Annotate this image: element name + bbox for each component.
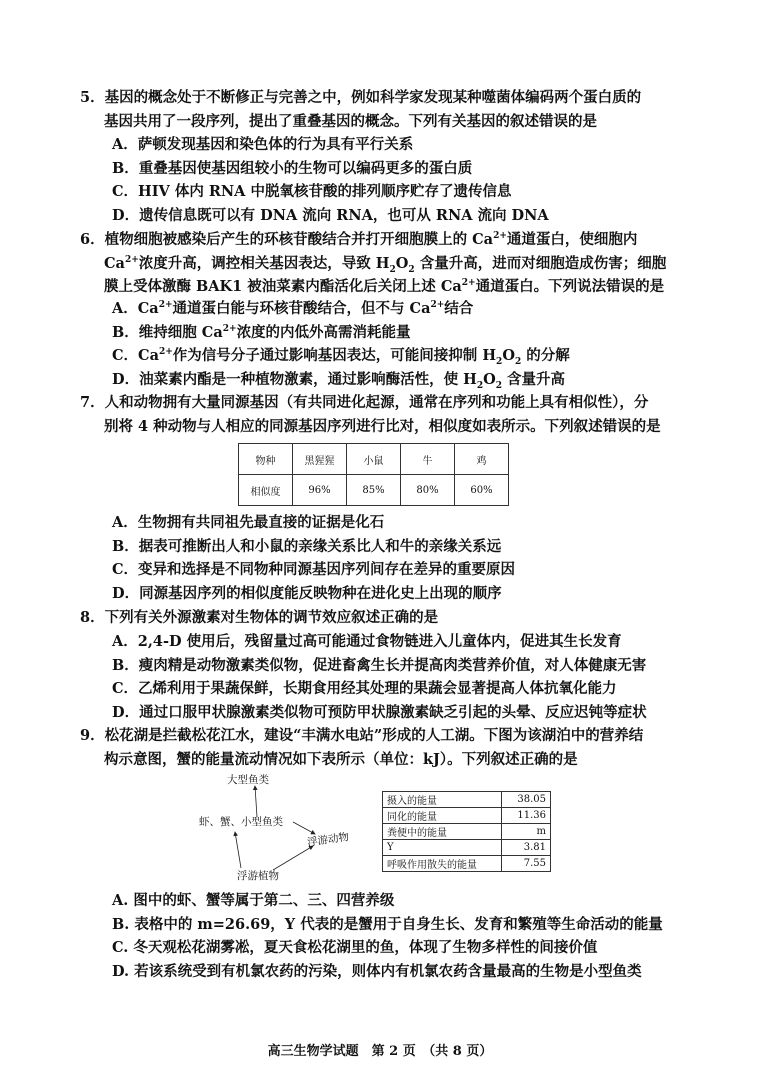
q7-option-b: B．据表可推断出人和小鼠的亲缘关系比人和牛的亲缘关系远 bbox=[112, 537, 502, 555]
q9-option-b: B. 表格中的 m=26.69，Y 代表的是蟹用于自身生长、发育和繁殖等生命活动的能量 bbox=[112, 915, 663, 933]
q6-option-d: D．油菜素内酯是一种植物激素，通过影响酶活性，使 $H_2O_2$ 含量升高 bbox=[112, 370, 566, 391]
q8-line1: 8．下列有关外源激素对生物体的调节效应叙述正确的是 bbox=[80, 609, 439, 626]
q8-options bbox=[112, 630, 647, 724]
q7-line1: 7．人和动物拥有大量同源基因（有共同进化起源，通常在序列和功能上具有相似性），分 bbox=[80, 394, 649, 411]
q6-option-b: B．维持细胞 $Ca^{2+}$浓度的内低外高需消耗能量 bbox=[112, 323, 411, 341]
q8-option-d: D．通过口服甲状腺激素类似物可预防甲状腺激素缺乏引起的头晕、反应迟钝等症状 bbox=[112, 703, 647, 721]
q8-option-c: C．乙烯利用于果蔬保鲜，长期食用经其处理的果蔬会显著提高人体抗氧化能力 bbox=[112, 680, 617, 698]
q8-option-a: A．2,4-D 使用后，残留量过高可能通过食物链进入儿童体内，促进其生长发育 bbox=[112, 633, 622, 650]
arrow-small-to-zooplankton bbox=[293, 822, 315, 834]
zooplankton-label: 浮游动物 bbox=[306, 831, 350, 849]
q9-options bbox=[112, 889, 663, 983]
table-cell: 呼吸作用散失的能量 bbox=[383, 855, 502, 871]
table-cell: 鸡 bbox=[455, 444, 509, 475]
table-row bbox=[383, 792, 551, 808]
q6-option-c: C．$Ca^{2+}$作为信号分子通过影响基因表达，可能间接抑制 $H_2O_2$ 的分解 bbox=[112, 347, 570, 368]
q9-option-c: C. 冬天观松花湖雾凇，夏天食松花湖里的鱼，体现了生物多样性的间接价值 bbox=[112, 939, 598, 957]
q7-option-c: C．变异和选择是不同物种同源基因序列间存在差异的重要原因 bbox=[112, 561, 516, 579]
q5-line1: 5．基因的概念处于不断修正与完善之中，例如科学家发现某种噬菌体编码两个蛋白质的 bbox=[80, 89, 642, 106]
table-cell: 80% bbox=[401, 475, 455, 506]
q5-option-c: C．HIV 体内 RNA 中脱氧核苷酸的排列顺序贮存了遗传信息 bbox=[112, 183, 512, 201]
q8-option-b: B．瘦肉精是动物激素类似物，促进畜禽生长并提高肉类营养价值，对人体健康无害 bbox=[112, 656, 647, 674]
q7-option-d: D．同源基因序列的相似度能反映物种在进化史上出现的顺序 bbox=[112, 584, 502, 602]
q7-line2: 别将 4 种动物与人相应的同源基因序列进行比对，相似度如表所示。下列叙述错误的是 bbox=[104, 417, 661, 435]
q7-option-a: A．生物拥有共同祖先最直接的证据是化石 bbox=[112, 514, 385, 531]
big-fish-label: 大型鱼类 bbox=[227, 774, 269, 786]
q5-option-d: D．遗传信息既可以有 DNA 流向 RNA，也可从 RNA 流向 DNA bbox=[112, 206, 549, 224]
food-web-diagram bbox=[195, 772, 375, 882]
page-footer: 高三生物学试题 第 2 页 （共 8 页） bbox=[267, 1044, 493, 1059]
table-row bbox=[239, 444, 509, 475]
question-6-stem bbox=[80, 228, 666, 299]
table-cell: 7.55 bbox=[502, 855, 551, 871]
table-cell: 摄入的能量 bbox=[383, 792, 502, 808]
question-5-stem bbox=[80, 86, 641, 133]
q6-options bbox=[112, 297, 570, 391]
table-cell: 85% bbox=[347, 475, 401, 506]
q6-line1: 6．植物细胞被感染后产生的环核苷酸结合并打开细胞膜上的 $Ca^{2+}$通道蛋白，使细胞内 bbox=[80, 231, 638, 248]
phytoplankton-label: 浮游植物 bbox=[237, 870, 279, 882]
table-cell: 相似度 bbox=[239, 475, 293, 506]
q6-option-a: A．$Ca^{2+}$通道蛋白能与环核苷酸结合，但不与 $Ca^{2+}$结合 bbox=[112, 300, 474, 317]
table-row bbox=[383, 840, 551, 856]
q7-options bbox=[112, 511, 515, 605]
table-cell: 38.05 bbox=[502, 792, 551, 808]
arrow-phyto-to-zooplankton bbox=[273, 846, 313, 870]
table-row bbox=[383, 855, 551, 871]
table-cell: 96% bbox=[293, 475, 347, 506]
q9-option-d: D. 若该系统受到有机氯农药的污染，则体内有机氯农药含量最高的生物是小型鱼类 bbox=[112, 962, 642, 980]
table-cell: m bbox=[502, 824, 551, 840]
table-cell: 11.36 bbox=[502, 808, 551, 824]
table-cell: Y bbox=[383, 840, 502, 856]
table-cell: 物种 bbox=[239, 444, 293, 475]
q5-option-b: B．重叠基因使基因组较小的生物可以编码更多的蛋白质 bbox=[112, 159, 473, 177]
table-row bbox=[239, 475, 509, 506]
small-animals-label: 虾、蟹、小型鱼类 bbox=[199, 816, 283, 828]
arrow-small-to-big-fish bbox=[255, 786, 257, 817]
table-row bbox=[383, 824, 551, 840]
table-cell: 同化的能量 bbox=[383, 808, 502, 824]
q9-line1: 9．松花湖是拦截松花江水，建设“丰满水电站”形成的人工湖。下图为该湖泊中的营养结 bbox=[80, 727, 644, 744]
table-cell: 牛 bbox=[401, 444, 455, 475]
arrow-phyto-to-small bbox=[235, 832, 241, 868]
energy-table bbox=[382, 791, 551, 872]
q9-line2: 构示意图，蟹的能量流动情况如下表所示（单位：kJ）。下列叙述正确的是 bbox=[104, 750, 578, 768]
table-cell: 粪便中的能量 bbox=[383, 824, 502, 840]
question-9-stem bbox=[80, 724, 643, 771]
table-cell: 小鼠 bbox=[347, 444, 401, 475]
q5-option-a: A．萨顿发现基因和染色体的行为具有平行关系 bbox=[112, 136, 414, 153]
question-7-stem bbox=[80, 391, 661, 438]
q6-line2: $Ca^{2+}$浓度升高，调控相关基因表达，导致 $H_2O_2$ 含量升高，进而对细胞造成伤害；细胞 bbox=[104, 254, 667, 275]
q6-line3: 膜上受体激酶 BAK1 被油菜素内酯活化后关闭上述 $Ca^{2+}$通道蛋白。下列说法错误的是 bbox=[104, 278, 665, 296]
q5-options bbox=[112, 133, 549, 227]
similarity-table bbox=[238, 443, 509, 506]
q5-line2: 基因共用了一段序列，提出了重叠基因的概念。下列有关基因的叙述错误的是 bbox=[104, 112, 597, 130]
table-row bbox=[383, 808, 551, 824]
table-cell: 黑猩猩 bbox=[293, 444, 347, 475]
table-cell: 60% bbox=[455, 475, 509, 506]
question-8-stem bbox=[80, 606, 438, 630]
q9-option-a: A. 图中的虾、蟹等属于第二、三、四营养级 bbox=[112, 892, 395, 909]
table-cell: 3.81 bbox=[502, 840, 551, 856]
